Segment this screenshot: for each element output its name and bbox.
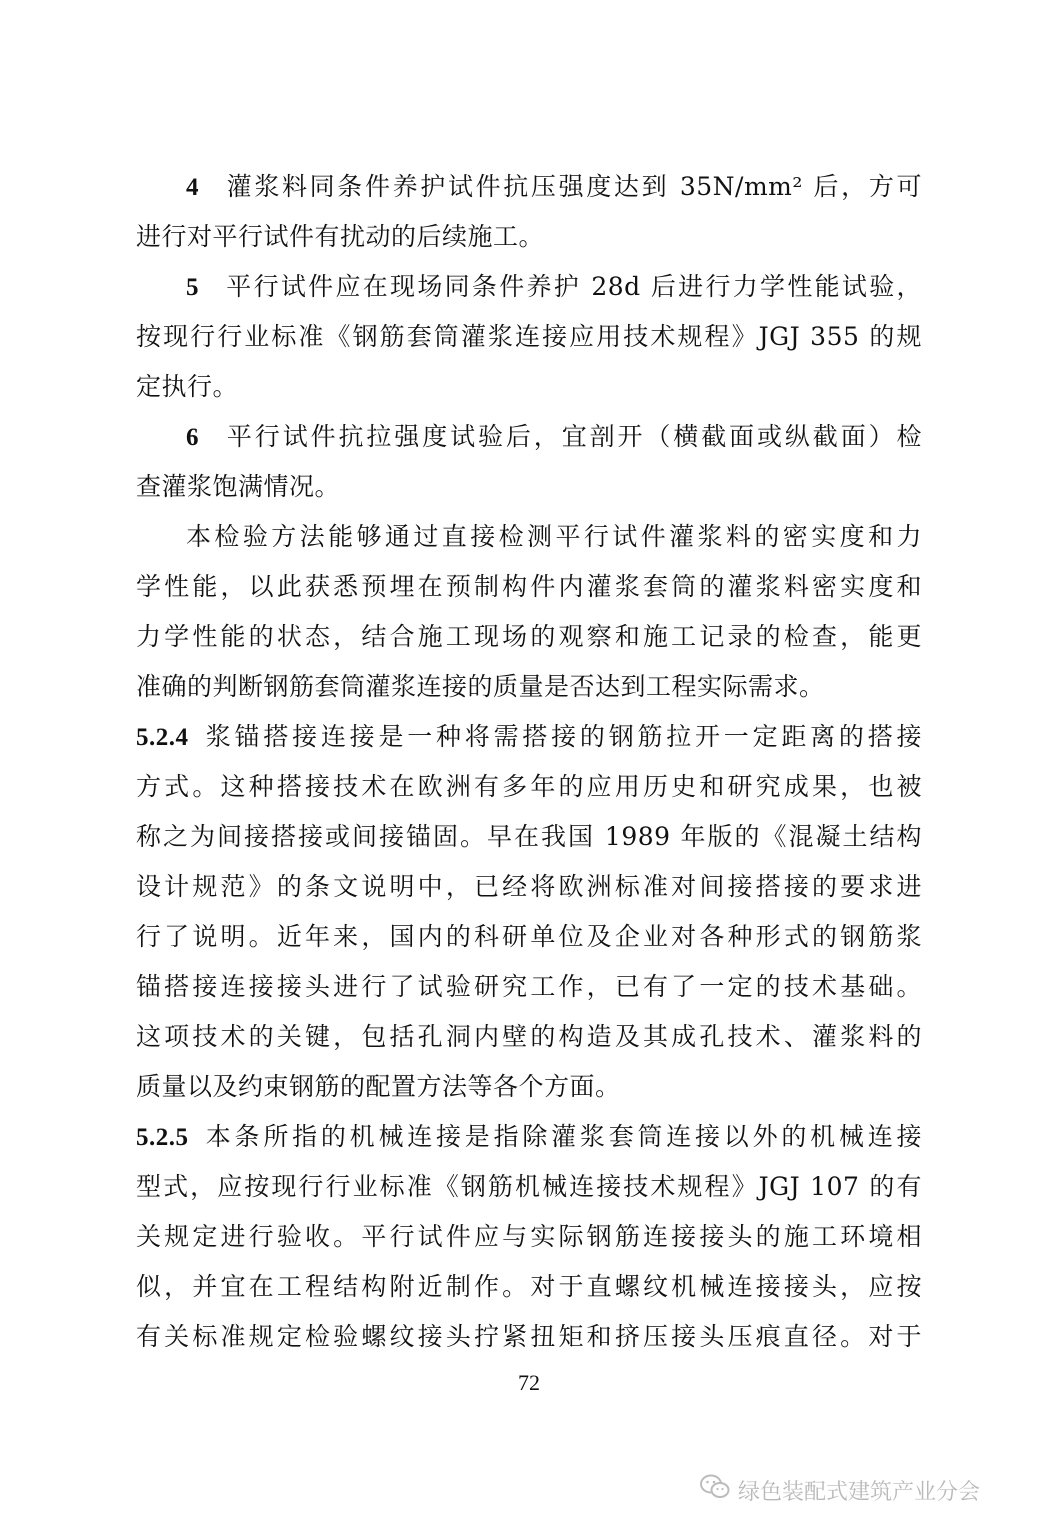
line-text: 灌浆料同条件养护试件抗压强度达到 35N/mm² 后，方可 [224,172,922,201]
clause-number: 5.2.4 [136,724,189,751]
watermark-text: 绿色装配式建筑产业分会 [738,1479,981,1505]
text-line [186,270,922,304]
watermark [700,1474,1040,1506]
text-line [136,1170,922,1204]
line-text: 似，并宜在工程结构附近制作。对于直螺纹机械连接接头，应按 [136,1272,922,1301]
item-number: 4 [186,174,199,201]
text-line [136,770,922,804]
line-text: 行了说明。近年来，国内的科研单位及企业对各种形式的钢筋浆 [136,922,922,951]
text-line [136,1070,922,1104]
line-text: 关规定进行验收。平行试件应与实际钢筋连接接头的施工环境相 [136,1222,922,1251]
text-line [136,1020,922,1054]
page-number: 72 [518,1370,540,1395]
line-text: 方式。这种搭接技术在欧洲有多年的应用历史和研究成果，也被 [136,772,922,801]
line-text: 称之为间接搭接或间接锚固。早在我国 1989 年版的《混凝土结构 [136,822,922,851]
line-text: 按现行行业标准《钢筋套筒灌浆连接应用技术规程》JGJ 355 的规 [136,322,922,351]
text-line [136,620,922,654]
text-line [136,1220,922,1254]
line-text: 定执行。 [136,372,239,401]
text-line [136,870,922,904]
line-text: 准确的判断钢筋套筒灌浆连接的质量是否达到工程实际需求。 [136,672,825,701]
text-line [136,1120,922,1154]
text-line [136,220,922,254]
wechat-icon [700,1474,730,1506]
text-line [136,670,922,704]
text-line [136,320,922,354]
line-text: 本条所指的机械连接是指除灌浆套筒连接以外的机械连接 [202,1122,922,1151]
line-text: 本检验方法能够通过直接检测平行试件灌浆料的密实度和力 [186,522,922,551]
line-text: 设计规范》的条文说明中，已经将欧洲标准对间接搭接的要求进 [136,872,922,901]
text-line [136,1320,922,1354]
line-text: 质量以及约束钢筋的配置方法等各个方面。 [136,1072,621,1101]
text-line [136,920,922,954]
text-line [186,420,922,454]
item-number: 6 [186,424,199,451]
line-text: 这项技术的关键，包括孔洞内壁的构造及其成孔技术、灌浆料的 [136,1022,922,1051]
text-line [136,820,922,854]
text-line [136,470,922,504]
line-text: 有关标准规定检验螺纹接头拧紧扭矩和挤压接头压痕直径。对于 [136,1322,922,1351]
clause-number: 5.2.5 [136,1124,189,1151]
text-line [136,1270,922,1304]
text-line [136,970,922,1004]
line-text: 力学性能的状态，结合施工现场的观察和施工记录的检查，能更 [136,622,922,651]
text-line [136,570,922,604]
line-text: 学性能，以此获悉预埋在预制构件内灌浆套筒的灌浆料密实度和 [136,572,922,601]
line-text: 型式，应按现行行业标准《钢筋机械连接技术规程》JGJ 107 的有 [136,1172,922,1201]
line-text: 浆锚搭接连接是一种将需搭接的钢筋拉开一定距离的搭接 [202,722,922,751]
line-text: 平行试件抗拉强度试验后，宜剖开（横截面或纵截面）检 [224,422,922,451]
text-line [136,720,922,754]
line-text: 进行对平行试件有扰动的后续施工。 [136,222,545,251]
text-line [186,170,922,204]
item-number: 5 [186,274,199,301]
text-line [136,370,922,404]
text-line [186,520,922,554]
line-text: 查灌浆饱满情况。 [136,472,341,501]
line-text: 平行试件应在现场同条件养护 28d 后进行力学性能试验， [224,272,922,301]
line-text: 锚搭接连接接头进行了试验研究工作，已有了一定的技术基础。 [136,972,922,1001]
